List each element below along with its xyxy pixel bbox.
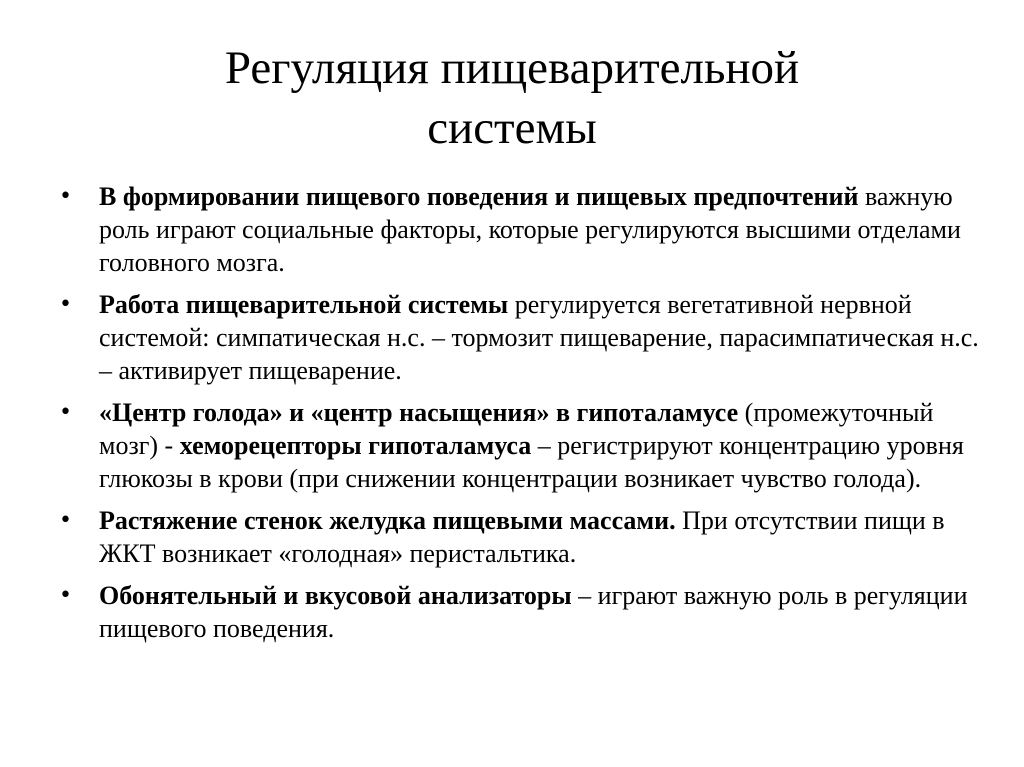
bullet-bold-text: «Центр голода» и «центр насыщения» в гипоталамусе (99, 398, 739, 427)
bullet-text: При отсутствии пищи в ЖКТ возникает «голодная» перистальтика. (99, 506, 945, 568)
title-line-1: Регуляция пищеварительной (224, 42, 800, 94)
bullet-icon: • (59, 292, 72, 317)
bullet-bold-text-2: хеморецепторы гипоталамуса (179, 431, 532, 460)
bullet-bold-text: Растяжение стенок желудка пищевыми массами. (99, 506, 676, 535)
bullet-text: регулируется вегетативной нервной системой: симпатическая н.с. – тормозит пищеварение, парасимпатическая н.с. – активирует пищеварение. (99, 290, 979, 385)
bullet-bold-text: Обонятельный и вкусовой анализаторы (99, 581, 572, 610)
bullet-bold-text: В формировании пищевого поведения и пищевых предпочтений (99, 182, 859, 211)
bullet-list (0, 180, 1024, 654)
bullet-item-social-factors (59, 180, 979, 279)
bullet-text-2: – регистрируют концентрацию уровня глюкозы в крови (при снижении концентрации возникает чувство голода). (99, 431, 964, 493)
bullet-item-nervous-system (59, 288, 979, 387)
bullet-bold-text: Работа пищеварительной системы (99, 290, 509, 319)
bullet-icon: • (59, 184, 72, 209)
bullet-text: (промежуточный мозг) - (99, 398, 934, 460)
bullet-text: важную роль играют социальные факторы, которые регулируются высшими отделами головного мозга. (99, 182, 961, 277)
bullet-item-analyzers (59, 579, 979, 645)
bullet-item-stomach-stretch (59, 504, 979, 570)
bullet-item-hypothalamus (59, 396, 979, 495)
slide-title (0, 38, 1024, 158)
bullet-icon: • (59, 400, 72, 425)
bullet-icon: • (59, 583, 72, 608)
bullet-text: – играют важную роль в регуляции пищевого поведения. (99, 581, 968, 643)
bullet-icon: • (59, 508, 72, 533)
title-line-2: системы (427, 102, 597, 154)
